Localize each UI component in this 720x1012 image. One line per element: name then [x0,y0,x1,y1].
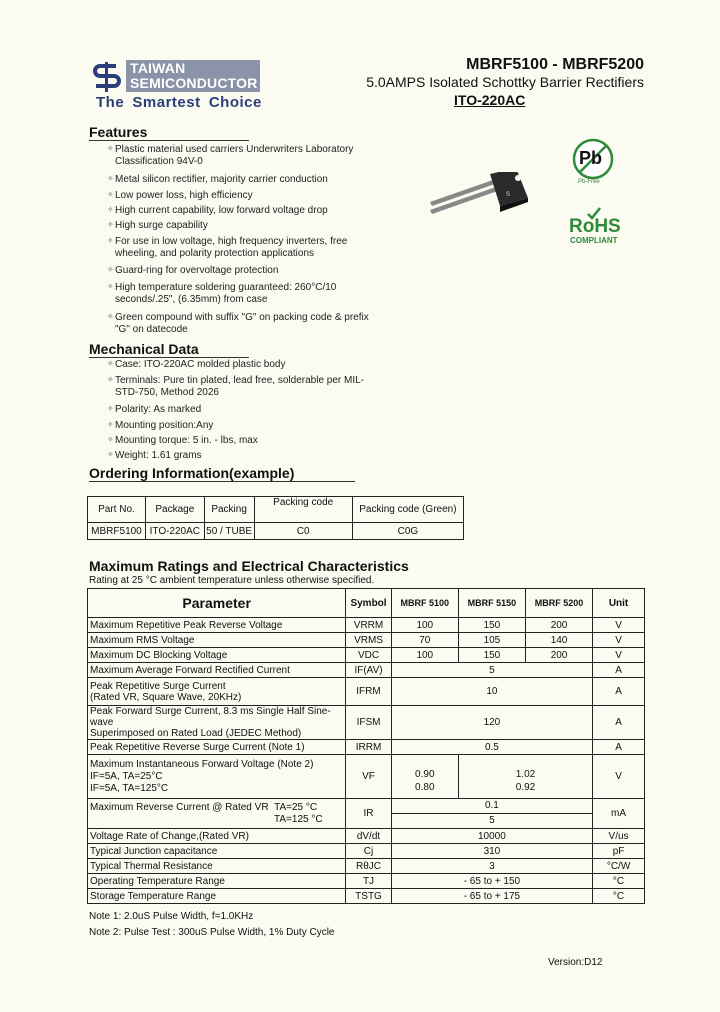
symbol-cell: VRMS [346,633,391,648]
symbol-header: Symbol [346,589,391,618]
part-range-title: MBRF5100 - MBRF5200 [466,56,644,73]
mechanical-item: Mounting torque: 5 in. - lbs, max [115,435,258,446]
value-cell: 105 [458,633,525,648]
ratings-subtitle: Rating at 25 °C ambient temperature unless otherwise specified. [89,575,375,586]
bullet-icon: ✧ [107,435,114,444]
symbol-cell: VDC [346,648,391,663]
ordering-header-cell: Packing [204,497,254,523]
mbrf5100-header: MBRF 5100 [391,589,458,618]
ratings-row [88,678,645,706]
unit-cell: °C [593,874,645,889]
ratings-header-row [88,589,645,618]
param-cell: Peak Repetitive Surge Current (Rated VR, Square Wave, 20KHz) [88,678,346,706]
value-cell: 10000 [391,829,592,844]
ordering-header-row [88,497,464,523]
product-description: 5.0AMPS Isolated Schottky Barrier Rectifiers [366,74,644,90]
pb-text: Pb [579,148,603,168]
svg-text:S: S [506,192,511,198]
mechanical-item: Polarity: As marked [115,404,202,415]
value-cell: 140 [525,633,592,648]
ordering-cell: 50 / TUBE [204,523,254,540]
ordering-header-cell: Part No. [88,497,146,523]
ordering-cell: MBRF5100 [88,523,146,540]
ordering-heading: Ordering Information(example) [89,465,295,481]
pb-free-caption: Pb-Free [578,179,600,185]
feature-item: Plastic material used carriers Underwriters Laboratory Classification 94V-0 [115,144,354,167]
value-cell: 100 [391,648,458,663]
symbol-cell: dV/dt [346,829,391,844]
symbol-cell: IFRM [346,678,391,706]
ordering-cell: C0 [254,523,352,540]
bullet-icon: ✧ [107,220,114,229]
ratings-row [88,889,645,904]
value-cell: 120 [391,706,592,740]
param-cell: Maximum Repetitive Peak Reverse Voltage [88,618,346,633]
feature-item: High temperature soldering guaranteed: 260°C/10 seconds/.25", (6.35mm) from case [115,282,337,305]
symbol-cell: TJ [346,874,391,889]
feature-item: For use in low voltage, high frequency inverters, free wheeling, and polarity protection applications [115,236,348,259]
ordering-cell: ITO-220AC [145,523,204,540]
mechanical-item: Terminals: Pure tin plated, lead free, solderable per MIL-STD-750, Method 2026 [115,375,365,398]
symbol-cell: TSTG [346,889,391,904]
unit-cell: V/us [593,829,645,844]
value-cell: 0.1 5 [391,799,592,829]
value-cell: 0.90 0.80 [391,755,458,799]
mechanical-item: Case: ITO-220AC molded plastic body [115,359,286,370]
param-cell: Peak Repetitive Reverse Surge Current (Note 1) [88,740,346,755]
param-cell: Maximum Reverse Current @ Rated VR TA=25 °C TA=125 °C [88,799,346,829]
unit-cell: V [593,755,645,799]
features-heading: Features [89,124,148,140]
feature-item: Guard-ring for overvoltage protection [115,265,279,276]
mbrf5150-header: MBRF 5150 [458,589,525,618]
feature-item: High surge capability [115,220,208,231]
ito220-component-image [420,172,530,214]
bullet-icon: ✧ [107,450,114,459]
feature-item: High current capability, low forward voltage drop [115,205,328,216]
ratings-row [88,755,645,799]
features-list [89,144,389,344]
unit-cell: mA [593,799,645,829]
mbrf5200-header: MBRF 5200 [525,589,592,618]
ratings-row [88,633,645,648]
param-cell: Typical Thermal Resistance [88,859,346,874]
bullet-icon: ✧ [107,265,114,274]
param-cell: Typical Junction capacitance [88,844,346,859]
ratings-heading: Maximum Ratings and Electrical Characteristics [89,558,409,574]
ratings-row [88,829,645,844]
ratings-row [88,844,645,859]
ratings-row [88,618,645,633]
value-cell: 150 [458,618,525,633]
value-cell: 0.5 [391,740,592,755]
symbol-cell: IFSM [346,706,391,740]
mechanical-item: Weight: 1.61 grams [115,450,202,461]
unit-cell: A [593,740,645,755]
value-cell: 100 [391,618,458,633]
param-cell: Voltage Rate of Change,(Rated VR) [88,829,346,844]
unit-cell: V [593,633,645,648]
bullet-icon: ✧ [107,144,114,153]
bullet-icon: ✧ [107,174,114,183]
ratings-table [87,588,645,904]
param-cell: Maximum RMS Voltage [88,633,346,648]
value-cell: 310 [391,844,592,859]
value-cell: 200 [525,648,592,663]
value-cell: 150 [458,648,525,663]
symbol-cell: VRRM [346,618,391,633]
param-cell: Peak Forward Surge Current, 8.3 ms Single Half Sine-wave Superimposed on Rated Load (JEDEC Method) [88,706,346,740]
mechanical-item: Mounting position:Any [115,420,214,431]
ordering-header-cell: Packing code (Green) [352,497,463,523]
value-cell: - 65 to + 150 [391,874,592,889]
company-name: TAIWAN SEMICONDUCTOR [126,60,260,92]
ratings-row [88,799,645,829]
feature-item: Green compound with suffix "G" on packing code & prefix "G" on datecode [115,312,369,335]
ratings-row [88,874,645,889]
ordering-row [88,523,464,540]
unit-cell: V [593,618,645,633]
symbol-cell: VF [346,755,391,799]
unit-cell: A [593,663,645,678]
ratings-row [88,706,645,740]
company-logo-icon [90,60,124,94]
unit-cell: V [593,648,645,663]
value-cell: - 65 to + 175 [391,889,592,904]
bullet-icon: ✧ [107,404,114,413]
ratings-row [88,648,645,663]
param-cell: Operating Temperature Range [88,874,346,889]
ratings-row [88,663,645,678]
package-name: ITO-220AC [454,92,526,108]
ordering-table [87,496,464,540]
unit-cell: pF [593,844,645,859]
note-2: Note 2: Pulse Test : 300uS Pulse Width, 1% Duty Cycle [89,927,335,938]
tagline: The Smartest Choice [96,94,262,111]
symbol-cell: IF(AV) [346,663,391,678]
ratings-row [88,740,645,755]
ordering-header-cell: Packing code [254,497,352,523]
feature-item: Metal silicon rectifier, majority carrier conduction [115,174,328,185]
note-1: Note 1: 2.0uS Pulse Width, f=1.0KHz [89,911,254,922]
unit-cell: A [593,706,645,740]
rohs-text: RoHS [569,216,621,237]
symbol-cell: RθJC [346,859,391,874]
symbol-cell: Cj [346,844,391,859]
feature-item: Low power loss, high efficiency [115,190,253,201]
bullet-icon: ✧ [107,312,114,321]
value-cell: 5 [391,663,592,678]
mechanical-list [89,359,389,469]
value-cell: 70 [391,633,458,648]
bullet-icon: ✧ [107,282,114,291]
unit-cell: A [593,678,645,706]
parameter-header: Parameter [88,589,346,618]
ordering-header-cell: Package [145,497,204,523]
bullet-icon: ✧ [107,359,114,368]
ordering-underline [89,481,355,482]
features-underline [89,140,249,141]
bullet-icon: ✧ [107,205,114,214]
mechanical-heading: Mechanical Data [89,341,199,357]
bullet-icon: ✧ [107,190,114,199]
param-cell: Maximum Instantaneous Forward Voltage (Note 2) IF=5A, TA=25°C IF=5A, TA=125°C [88,755,346,799]
version-label: Version:D12 [548,957,603,968]
ratings-row [88,859,645,874]
param-cell: Maximum Average Forward Rectified Current [88,663,346,678]
param-cell: Storage Temperature Range [88,889,346,904]
bullet-icon: ✧ [107,375,114,384]
value-cell: 1.02 0.92 [458,755,592,799]
rohs-caption: COMPLIANT [570,236,618,245]
bullet-icon: ✧ [107,420,114,429]
symbol-cell: IRRM [346,740,391,755]
symbol-cell: IR [346,799,391,829]
unit-cell: °C [593,889,645,904]
value-cell: 10 [391,678,592,706]
param-cell: Maximum DC Blocking Voltage [88,648,346,663]
value-cell: 200 [525,618,592,633]
value-cell: 3 [391,859,592,874]
ordering-cell: C0G [352,523,463,540]
unit-header: Unit [593,589,645,618]
bullet-icon: ✧ [107,236,114,245]
unit-cell: °C/W [593,859,645,874]
